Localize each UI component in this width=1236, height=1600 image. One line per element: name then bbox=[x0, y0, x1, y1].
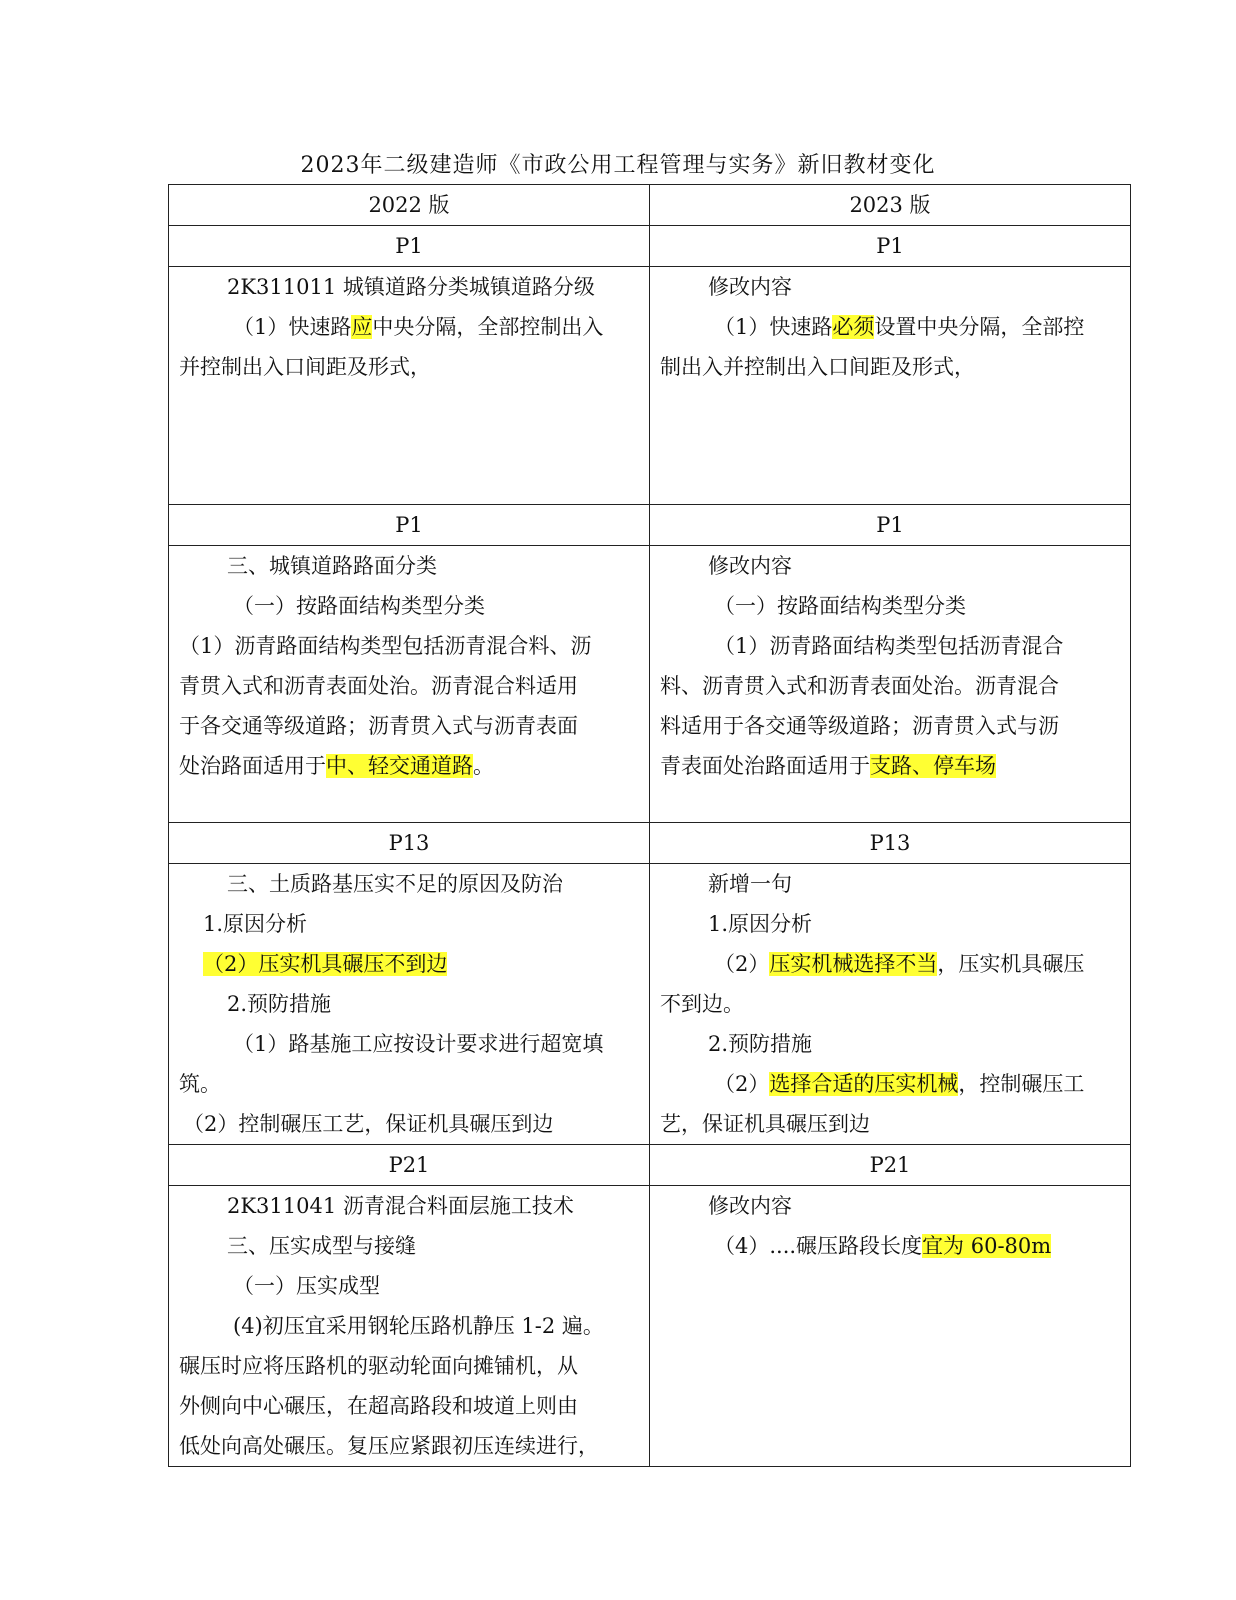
text-line: 2.预防措施 bbox=[708, 1032, 813, 1056]
text-line: 于各交通等级道路；沥青贯入式与沥青表面 bbox=[179, 714, 578, 738]
text-line: （一）按路面结构类型分类 bbox=[233, 594, 485, 618]
new-content-cell bbox=[650, 546, 1131, 823]
text-line: 外侧向中心碾压，在超高路段和坡道上则由 bbox=[179, 1394, 578, 1418]
page-ref-new: P21 bbox=[650, 1145, 1131, 1186]
text-line bbox=[179, 746, 639, 786]
text-line bbox=[179, 944, 639, 984]
text-segment: 设置中央分隔，全部控 bbox=[874, 315, 1085, 339]
text-line: 料适用于各交通等级道路；沥青贯入式与沥 bbox=[660, 714, 1059, 738]
text-line: 不到边。 bbox=[660, 992, 744, 1016]
page-ref-old: P21 bbox=[169, 1145, 650, 1186]
content-row bbox=[169, 864, 1131, 1145]
table-header-row bbox=[169, 185, 1131, 226]
text-segment: ，压实机具碾压 bbox=[937, 952, 1085, 976]
header-2022: 2022 版 bbox=[169, 185, 650, 226]
highlight-text: 压实机械选择不当 bbox=[769, 952, 938, 976]
text-line: 制出入并控制出入口间距及形式， bbox=[660, 355, 975, 379]
new-content-cell bbox=[650, 267, 1131, 505]
text-segment: 中央分隔，全部控制出入 bbox=[372, 315, 604, 339]
text-line: 2.预防措施 bbox=[227, 992, 332, 1016]
text-segment: （1）快速路 bbox=[714, 315, 833, 339]
new-content-cell bbox=[650, 1186, 1131, 1467]
text-segment: 青表面处治路面适用于 bbox=[660, 754, 870, 778]
old-content-cell bbox=[169, 864, 650, 1145]
highlight-text: （2）压实机具碾压不到边 bbox=[203, 952, 448, 976]
text-line: 1.原因分析 bbox=[708, 912, 813, 936]
text-line bbox=[660, 944, 1120, 984]
content-row bbox=[169, 267, 1131, 505]
text-segment: （4）....碾压路段长度 bbox=[714, 1234, 923, 1258]
text-segment: （2） bbox=[714, 952, 770, 976]
page-ref-old: P1 bbox=[169, 226, 650, 267]
text-line: 三、土质路基压实不足的原因及防治 bbox=[227, 872, 563, 896]
text-line: 青贯入式和沥青表面处治。沥青混合料适用 bbox=[179, 674, 578, 698]
old-content-cell bbox=[169, 1186, 650, 1467]
text-line: 2K311041 沥青混合料面层施工技术 bbox=[227, 1194, 574, 1218]
text-line: （一）按路面结构类型分类 bbox=[714, 594, 966, 618]
text-line: （1）沥青路面结构类型包括沥青混合料、沥 bbox=[179, 634, 592, 658]
text-line: 修改内容 bbox=[708, 554, 792, 578]
text-line: 修改内容 bbox=[708, 275, 792, 299]
text-line: (4)初压宜采用钢轮压路机静压 1-2 遍。 bbox=[233, 1314, 604, 1338]
page-ref-row bbox=[169, 505, 1131, 546]
text-line: 艺，保证机具碾压到边 bbox=[660, 1112, 870, 1136]
text-line: （2）控制碾压工艺，保证机具碾压到边 bbox=[183, 1112, 554, 1136]
highlight-text: 必须 bbox=[832, 315, 875, 339]
text-segment: 处治路面适用于 bbox=[179, 754, 326, 778]
text-line: （一）压实成型 bbox=[233, 1274, 380, 1298]
text-line: （1）路基施工应按设计要求进行超宽填 bbox=[233, 1032, 604, 1056]
old-content-cell bbox=[169, 546, 650, 823]
comparison-table bbox=[168, 184, 1131, 1467]
text-line: 新增一句 bbox=[708, 872, 792, 896]
content-row bbox=[169, 1186, 1131, 1467]
new-content-cell bbox=[650, 864, 1131, 1145]
text-line: 并控制出入口间距及形式， bbox=[179, 355, 431, 379]
text-line bbox=[660, 1064, 1120, 1104]
highlight-text: 宜为 60-80m bbox=[922, 1234, 1052, 1258]
page-ref-row bbox=[169, 1145, 1131, 1186]
text-segment: （2） bbox=[714, 1072, 770, 1096]
header-2023: 2023 版 bbox=[650, 185, 1131, 226]
text-line: 料、沥青贯入式和沥青表面处治。沥青混合 bbox=[660, 674, 1059, 698]
text-line: 碾压时应将压路机的驱动轮面向摊铺机，从 bbox=[179, 1354, 578, 1378]
page-ref-old: P13 bbox=[169, 823, 650, 864]
text-line bbox=[660, 307, 1120, 347]
page-ref-new: P1 bbox=[650, 226, 1131, 267]
page-ref-row bbox=[169, 823, 1131, 864]
text-line bbox=[179, 307, 639, 347]
page-title: 2023年二级建造师《市政公用工程管理与实务》新旧教材变化 bbox=[300, 153, 936, 178]
content-row bbox=[169, 546, 1131, 823]
text-line bbox=[660, 1226, 1120, 1266]
text-line: 低处向高处碾压。复压应紧跟初压连续进行， bbox=[179, 1434, 599, 1458]
text-line bbox=[660, 746, 1120, 786]
page-ref-new: P13 bbox=[650, 823, 1131, 864]
page-ref-new: P1 bbox=[650, 505, 1131, 546]
text-segment: （1）快速路 bbox=[233, 315, 352, 339]
text-line: 三、压实成型与接缝 bbox=[227, 1234, 416, 1258]
text-line: 三、城镇道路路面分类 bbox=[227, 554, 437, 578]
text-line: 筑。 bbox=[179, 1072, 221, 1096]
text-line: 修改内容 bbox=[708, 1194, 792, 1218]
page-ref-row bbox=[169, 226, 1131, 267]
highlight-text: 中、轻交通道路 bbox=[326, 754, 473, 778]
old-content-cell bbox=[169, 267, 650, 505]
text-segment: ，控制碾压工 bbox=[958, 1072, 1085, 1096]
text-line: 2K311011 城镇道路分类城镇道路分级 bbox=[227, 275, 595, 299]
highlight-text: 选择合适的压实机械 bbox=[769, 1072, 959, 1096]
text-line: 1.原因分析 bbox=[203, 912, 308, 936]
highlight-text: 应 bbox=[351, 315, 373, 339]
highlight-text: 支路、停车场 bbox=[870, 754, 996, 778]
page-ref-old: P1 bbox=[169, 505, 650, 546]
text-line: （1）沥青路面结构类型包括沥青混合 bbox=[714, 634, 1064, 658]
text-segment: 。 bbox=[473, 754, 494, 778]
